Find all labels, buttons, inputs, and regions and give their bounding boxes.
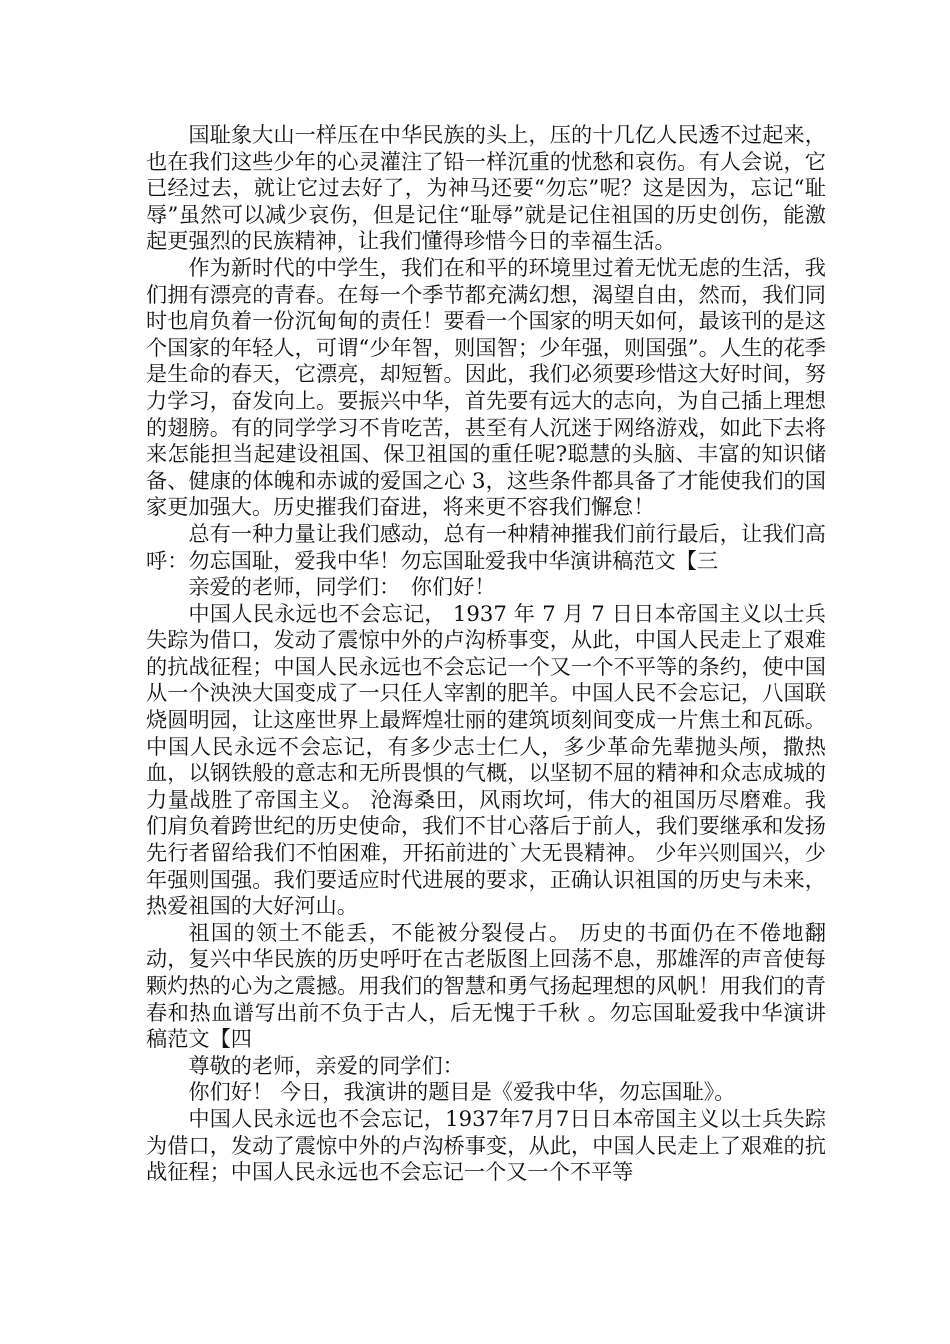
paragraph-3: 总有一种力量让我们感动，总有一种精神摧我们前行最后，让我们高呼：勿忘国耻，爱我中华！勿忘国耻爱我中华演讲稿范文【三: [146, 520, 826, 573]
paragraph-7-salutation: 尊敬的老师，亲爱的同学们：: [188, 1052, 464, 1078]
body-text: [146, 122, 826, 1186]
paragraph-1: 国耻象大山一样压在中华民族的头上，压的十几亿人民透不过起来，也在我们这些少年的心灵灌注了铅一样沉重的忧愁和哀伤。有人会说，它已经过去，就让它过去好了，为神马还要“勿忘”呢？这是因为，忘记“耻辱”虽然可以减少哀伤，但是记住“耻辱”就是记住祖国的历史创伤，能激起更强烈的民族精神，让我们懂得珍惜今日的幸福生活。: [146, 122, 826, 254]
paragraph-8-opening: 你们好！ 今日，我演讲的题目是《爱我中华，勿忘国耻》。: [188, 1079, 736, 1105]
paragraph-5: 中国人民永远也不会忘记， 1937 年 7 月 7 日日本帝国主义以士兵失踪为借口，发动了震惊中外的卢沟桥事变，从此，中国人民走上了艰难的抗战征程；中国人民永远也不会忘记一个又一个不平等的条约，使中国从一个泱泱大国变成了一只任人宰割的肥羊。中国人民不会忘记，八国联烧圆明园，让这座世界上最辉煌壮丽的建筑顷刻间变成一片焦土和瓦砾。中国人民永远不会忘记，有多少志士仁人，多少革命先辈抛头颅，撒热血，以钢铁般的意志和无所畏惧的气概，以坚韧不屈的精神和众志成城的力量战胜了帝国主义。 沧海桑田，风雨坎坷，伟大的祖国历尽磨难。我们肩负着跨世纪的历史使命，我们不甘心落后于前人，我们要继承和发扬先行者留给我们不怕困难，开拓前进的`大无畏精神。 少年兴则国兴，少年强则国强。我们要适应时代进展的要求，正确认识祖国的历史与未来，热爱祖国的大好河山。: [146, 600, 826, 919]
paragraph-6: 祖国的领土不能丢，不能被分裂侵占。 历史的书面仍在不倦地翻动，复兴中华民族的历史呼吁在古老版图上回荡不息，那雄浑的声音使每颗灼热的心为之震撼。用我们的智慧和勇气扬起理想的风帆！用我们的青春和热血谱写出前不负于古人，后无愧于千秋 。勿忘国耻爱我中华演讲稿范文【四: [146, 919, 826, 1052]
paragraph-9: 中国人民永远也不会忘记，1937年7月7日日本帝国主义以士兵失踪为借口，发动了震惊中外的卢沟桥事变，从此，中国人民走上了艰难的抗战征程；中国人民永远也不会忘记一个又一个不平等: [146, 1105, 826, 1185]
paragraph-4-greeting: 亲爱的老师，同学们： 你们好！: [188, 574, 496, 600]
paragraph-2: 作为新时代的中学生，我们在和平的环境里过着无忧无虑的生活，我们拥有漂亮的青春。在每一个季节都充满幻想，渴望自由，然而，我们同时也肩负着一份沉甸甸的责任！要看一个国家的明天如何，最该刊的是这个国家的年轻人，可谓“少年智，则国智；少年强，则国强”。人生的花季是生命的春天，它漂亮，却短暂。因此，我们必须要珍惜这大好时间，努力学习，奋发向上。要振兴中华，首先要有远大的志向，为自己插上理想的翅膀。有的同学学习不肯吃苦，甚至有人沉迷于网络游戏，如此下去将来怎能担当起建设祖国、保卫祖国的重任呢?聪慧的头脑、丰富的知识储备、健康的体魄和赤诚的爱国之心 3，这些条件都具备了才能使我们的国家更加强大。历史摧我们奋进，将来更不容我们懈怠！: [146, 254, 826, 520]
